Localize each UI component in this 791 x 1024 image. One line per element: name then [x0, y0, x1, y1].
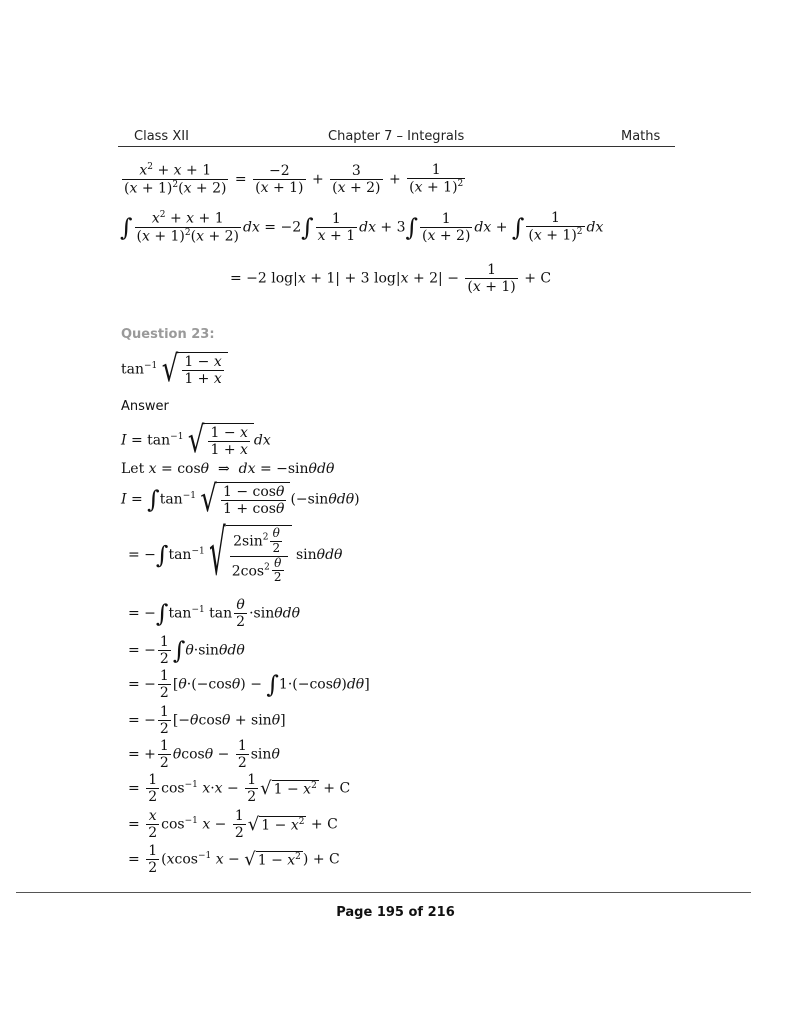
solution-step-6: = − $\frac{1}{2}$ ∫θ·sinθdθ	[128, 634, 245, 668]
solution-step-9: = + $\frac{1}{2}$ θcosθ − $\frac{1}{2}$ sinθ	[128, 738, 280, 772]
solution-step-3: $I = \int\tan^{-1}$ √ $\frac{1 - \cos\theta}{1 + \cos\theta}$ (−sinθdθ)	[121, 478, 360, 521]
solution-step-7: = − $\frac{1}{2}$ [θ·(−cosθ) − ∫1·(−cosθ)dθ]	[128, 668, 370, 702]
solution-step-12: = $\frac{1}{2}$ (xcos$^{-1}$ x − √ $1 - x^2$ ) + C	[128, 843, 340, 877]
answer-label: Answer	[121, 399, 169, 414]
question-expression: $\tan^{-1}$ √ $\frac{1 - x}{1 + x}$	[121, 352, 228, 387]
solution-step-1: $I = \tan^{-1}$ √ $\frac{1 - x}{1 + x}$ dx	[121, 419, 271, 462]
integral-split-equation: ∫ $\frac{x^2 + x + 1}{(x + 1)^2(x + 2)}$ dx = −2∫ $\frac{1}{x + 1}$ dx + 3∫ $\frac{1}{(x + 2)}$ dx + ∫ $\frac{1}{(x + 1)^2}$ dx	[120, 210, 604, 245]
header-class: Class XII	[134, 129, 189, 144]
partial-fraction-equation: $\frac{x^2 + x + 1}{(x + 1)^2(x + 2)}$ = $\frac{-2}{(x + 1)}$ + $\frac{3}{(x + 2)}$ + $\frac{1}{(x + 1)^2}$	[124, 162, 464, 197]
solution-step-2: Let x = cosθ ⇒ dx = −sinθdθ	[121, 461, 335, 477]
header-chapter: Chapter 7 – Integrals	[328, 129, 465, 144]
solution-step-8: = − $\frac{1}{2}$ [−θcosθ + sinθ]	[128, 704, 286, 738]
integral-result: = −2 log|x + 1| + 3 log|x + 2| − $\frac{1}{(x + 1)}$ + C	[230, 262, 552, 296]
header-subject: Maths	[621, 129, 661, 144]
solution-step-5: = $-\int\tan^{-1}$ tan $\frac{\theta}{2}$ ·sinθdθ	[128, 597, 301, 631]
page-number: Page 195 of 216	[336, 905, 455, 920]
header-rule	[118, 146, 675, 147]
footer-rule	[16, 892, 751, 893]
solution-step-4: = $-\int\tan^{-1}$ √ $2\sin^2$ $\frac{\theta}{2}$ $2\cos^2$ $\frac{\theta}{2}$ sinθdθ	[128, 519, 343, 592]
solution-step-11: = $\frac{x}{2}$ $\cos^{-1} x$ − $\frac{1}{2}$ √ $1 - x^2$ + C	[128, 808, 338, 842]
question-title: Question 23:	[121, 327, 215, 342]
solution-step-10: = $\frac{1}{2}$ $\cos^{-1} x\cdot x$ − $\frac{1}{2}$ √ $1 - x^2$ + C	[128, 772, 351, 806]
